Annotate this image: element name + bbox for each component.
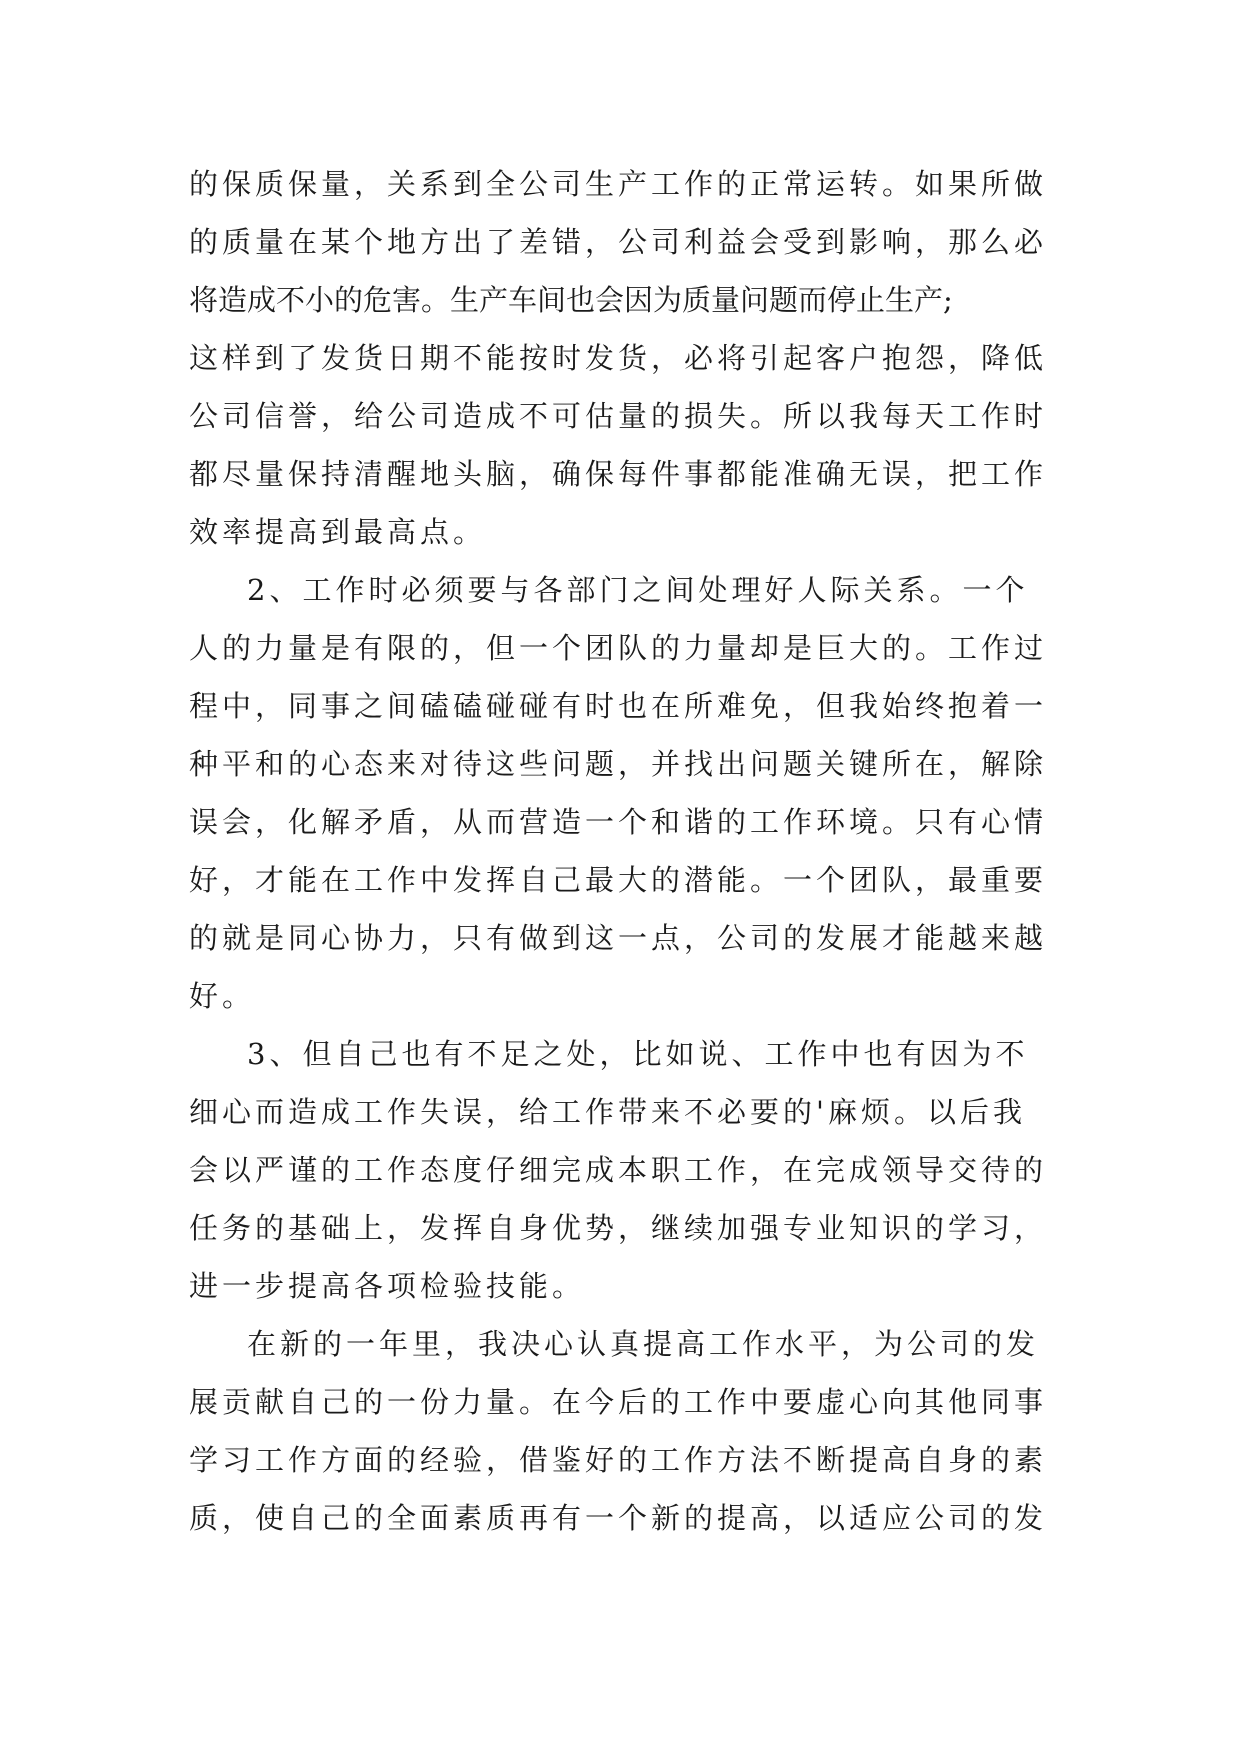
text-line: 进一步提高各项检验技能。 xyxy=(189,1269,586,1303)
text-line: 好。 xyxy=(189,979,256,1013)
text-line: 效率提高到最高点。 xyxy=(189,515,487,549)
text-line: 质，使自己的全面素质再有一个新的提高，以适应公司的发 xyxy=(189,1501,1048,1535)
text-line: 的质量在某个地方出了差错，公司利益会受到影响，那么必 xyxy=(189,225,1048,259)
text-line: 的就是同心协力，只有做到这一点，公司的发展才能越来越 xyxy=(189,921,1048,955)
text-line: 公司信誉，给公司造成不可估量的损失。所以我每天工作时 xyxy=(189,399,1048,433)
text-line: 误会，化解矛盾，从而营造一个和谐的工作环境。只有心情 xyxy=(189,805,1048,839)
text-line: 人的力量是有限的，但一个团队的力量却是巨大的。工作过 xyxy=(189,631,1048,665)
text-line: 都尽量保持清醒地头脑，确保每件事都能准确无误，把工作 xyxy=(189,457,1048,491)
text-line: 这样到了发货日期不能按时发货，必将引起客户抱怨，降低 xyxy=(189,341,1048,375)
paragraph-first-line: 在新的一年里，我决心认真提高工作水平，为公司的发 xyxy=(247,1327,1040,1361)
paragraph-first-line: 3、但自己也有不足之处，比如说、工作中也有因为不 xyxy=(247,1037,1029,1071)
text-line: 好，才能在工作中发挥自己最大的潜能。一个团队，最重要 xyxy=(189,863,1048,897)
text-line: 的保质保量，关系到全公司生产工作的正常运转。如果所做 xyxy=(189,167,1048,201)
text-line: 将造成不小的危害。生产车间也会因为质量问题而停止生产; xyxy=(189,283,953,317)
text-line: 任务的基础上，发挥自身优势，继续加强专业知识的学习， xyxy=(189,1211,1048,1245)
text-line: 细心而造成工作失误，给工作带来不必要的'麻烦。以后我 xyxy=(189,1095,1026,1129)
text-line: 学习工作方面的经验，借鉴好的工作方法不断提高自身的素 xyxy=(189,1443,1048,1477)
text-line: 程中，同事之间磕磕碰碰有时也在所难免，但我始终抱着一 xyxy=(189,689,1048,723)
text-line: 会以严谨的工作态度仔细完成本职工作，在完成领导交待的 xyxy=(189,1153,1048,1187)
document-body xyxy=(189,155,1059,1547)
text-line: 种平和的心态来对待这些问题，并找出问题关键所在，解除 xyxy=(189,747,1048,781)
paragraph-first-line: 2、工作时必须要与各部门之间处理好人际关系。一个 xyxy=(247,573,1029,607)
text-line: 展贡献自己的一份力量。在今后的工作中要虚心向其他同事 xyxy=(189,1385,1048,1419)
